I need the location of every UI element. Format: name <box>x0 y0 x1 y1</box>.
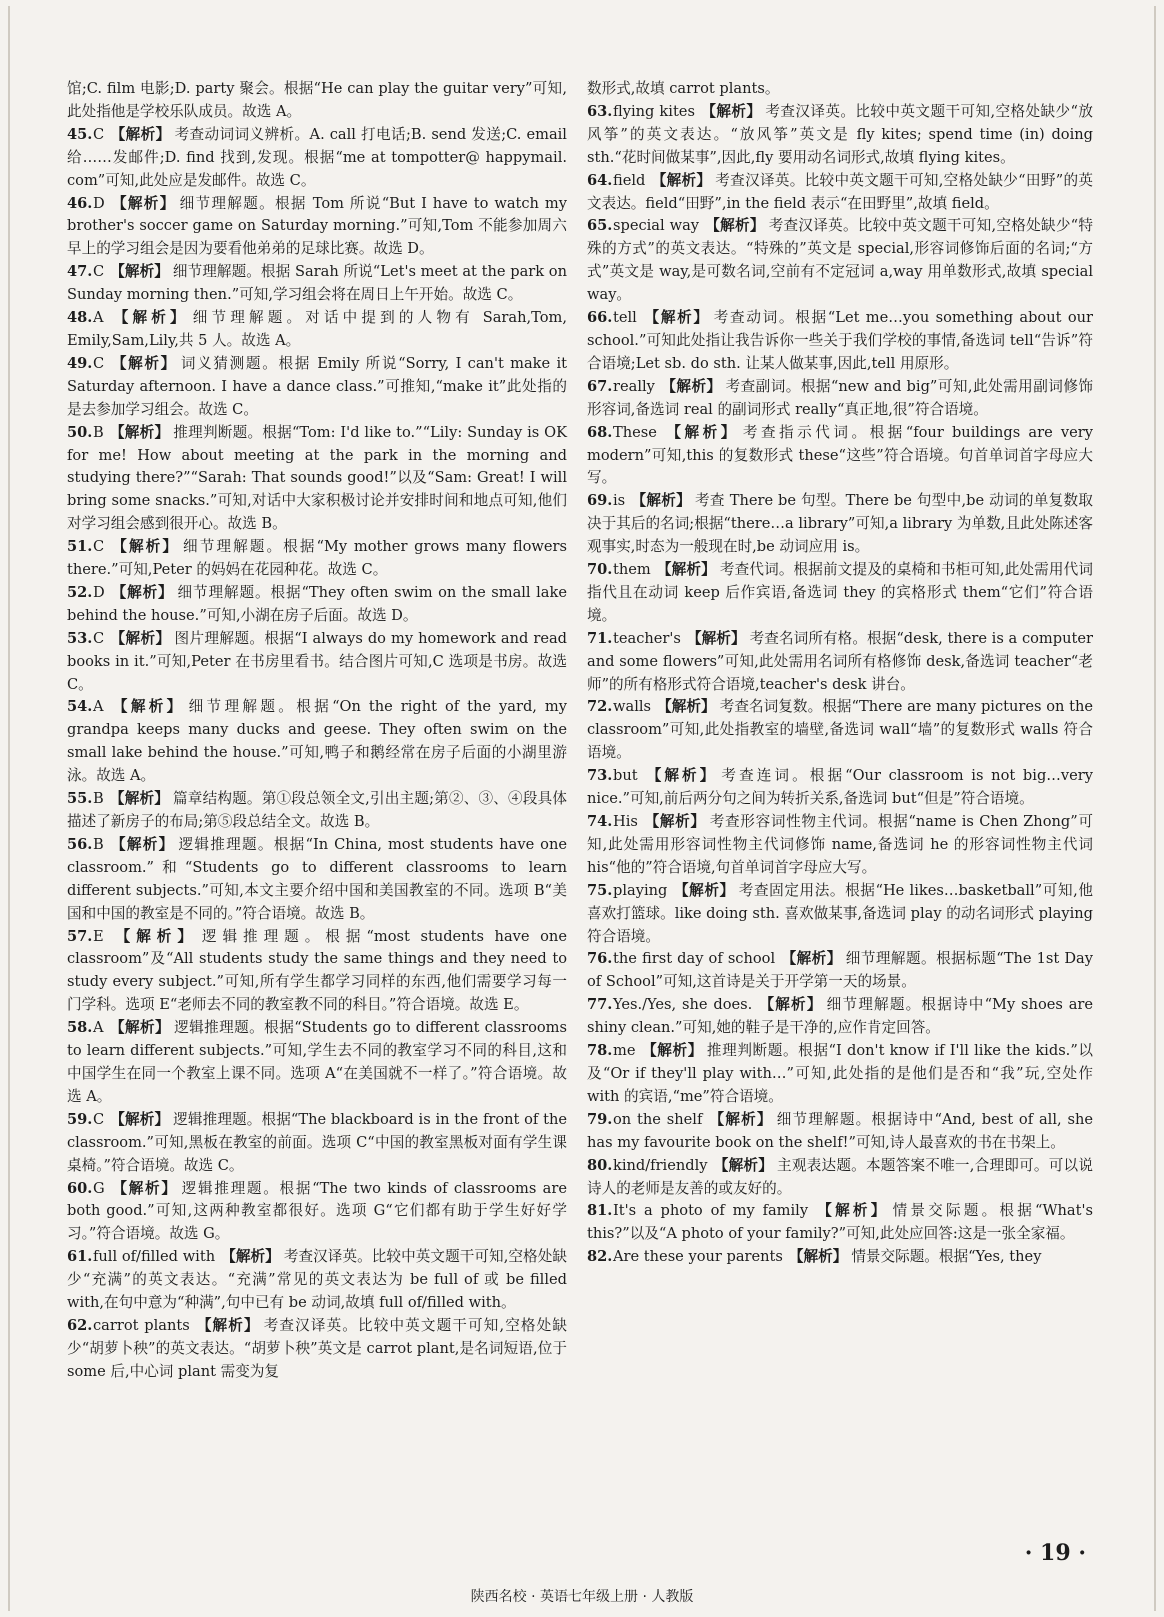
analysis-tag: 【解析】 <box>814 1202 889 1220</box>
answer-key: C <box>93 354 105 372</box>
question-number: 68. <box>587 423 613 441</box>
analysis-tag: 【解析】 <box>758 996 823 1014</box>
analysis-tag: 【解析】 <box>195 1316 260 1334</box>
answer-item <box>587 1246 1093 1269</box>
question-number: 81. <box>587 1202 613 1220</box>
answer-item <box>587 376 1093 422</box>
page-footer: 陕西名校 · 英语七年级上册 · 人教版 <box>470 1589 694 1605</box>
analysis-text: 考查动词词义辨析。A. call 打电话;B. send 发送;C. email 给……发邮件;D. find 找到,发现。根据“me at tompotter@ happymail. com”可知,此处应是发邮件。故选 C。 <box>67 125 567 189</box>
question-number: 45. <box>67 125 93 143</box>
analysis-text: 考查 There be 句型。There be 句型中,be 动词的单复数取决于其后的名词;根据“there…a library”可知,a library 为单数,且此处陈述客观事实,时态为一般现在时,be 动词应用 is。 <box>587 492 1093 556</box>
question-number: 78. <box>587 1042 613 1060</box>
answer-key: the first day of school <box>613 950 776 968</box>
answer-key: B <box>93 423 104 441</box>
analysis-text: 细节理解题。根据诗中“My shoes are shiny clean.”可知,她的鞋子是干净的,应作肯定回答。 <box>587 996 1094 1037</box>
analysis-text: 细节理解题。根据“On the right of the yard, my grandpa keeps many ducks and geese. They often swim on the small lake behind the house.”可知,鸭子和鹅经常在房子后面的小湖里游泳。故选 A。 <box>67 698 567 785</box>
analysis-text: 情景交际题。根据“What's this?”以及“A photo of your family?”可知,此处应回答:这是一张全家福。 <box>587 1202 1093 1243</box>
question-number: 48. <box>67 309 93 327</box>
analysis-text: 篇章结构题。第①段总领全文,引出主题;第②、③、④段具体描述了新房子的布局;第⑤段总结全文。故选 B。 <box>67 790 567 830</box>
analysis-text: 情景交际题。根据“Yes, they <box>851 1248 1042 1266</box>
answer-item <box>67 582 567 628</box>
answer-item <box>67 261 567 307</box>
answer-item <box>587 559 1093 628</box>
answer-key: but <box>613 767 638 785</box>
answer-key: Are these your parents <box>613 1248 783 1266</box>
answer-item <box>587 696 1093 765</box>
analysis-tag: 【解析】 <box>713 1156 774 1174</box>
question-number: 66. <box>587 309 613 327</box>
answer-key: teacher's <box>613 629 681 647</box>
answer-key: full of/filled with <box>93 1248 216 1266</box>
analysis-tag: 【解析】 <box>673 881 735 899</box>
answer-key: B <box>93 790 104 808</box>
page-number: · 19 · <box>1024 1540 1086 1566</box>
analysis-tag: 【解析】 <box>662 423 739 441</box>
analysis-text: 细节理解题。根据 Tom 所说“But I have to watch my brother's soccer game on Saturday morning.”可知,Tom 不能参加周六早上的学习组会是因为要看他弟弟的足球比赛。故选 D。 <box>67 194 567 258</box>
answer-item <box>587 170 1093 216</box>
analysis-tag: 【解析】 <box>788 1248 848 1266</box>
question-number: 53. <box>67 629 93 647</box>
answer-key: These <box>613 423 657 441</box>
analysis-text: 细节理解题。根据 Sarah 所说“Let's meet at the park on Sunday morning then.”可知,学习组会将在周日上午开始。故选 C。 <box>67 263 567 304</box>
analysis-text: 考查固定用法。根据“He likes…basketball”可知,他喜欢打篮球。like doing sth. 喜欢做某事,备选词 play 的动名词形式 playing 符合语境。 <box>587 881 1093 945</box>
answer-item <box>67 193 567 262</box>
answer-key: D <box>93 194 105 212</box>
question-number: 51. <box>67 538 93 556</box>
left-column <box>67 78 567 1384</box>
analysis-text: 考查连词。根据“Our classroom is not big…very nice.”可知,前后两分句之间为转折关系,备选词 but“但是”符合语境。 <box>587 767 1093 808</box>
analysis-tag: 【解析】 <box>109 309 189 327</box>
answer-item <box>67 788 567 834</box>
analysis-tag: 【解析】 <box>110 1179 178 1197</box>
answer-key: special way <box>613 217 700 235</box>
analysis-tag: 【解析】 <box>642 309 710 327</box>
question-number: 52. <box>67 583 93 601</box>
analysis-tag: 【解析】 <box>110 1110 170 1128</box>
analysis-text: 逻辑推理题。根据“most students have one classroom”及“All students study the same things and they need to study every subject.”可知,所有学生都学习同样的东西,他们需要学习每一门学科。选项 E“老师去不同的教室教不同的科目。”符合语境。故选 E。 <box>67 927 567 1014</box>
analysis-tag: 【解析】 <box>109 835 175 853</box>
question-number: 67. <box>587 377 613 395</box>
analysis-tag: 【解析】 <box>110 194 176 212</box>
answer-key: walls <box>613 698 652 716</box>
question-number: 55. <box>67 790 93 808</box>
answer-item <box>587 811 1093 880</box>
question-number: 56. <box>67 835 93 853</box>
question-number: 72. <box>587 698 613 716</box>
answer-key: tell <box>613 309 637 327</box>
question-number: 58. <box>67 1019 93 1037</box>
question-number: 79. <box>587 1110 613 1128</box>
analysis-text: 细节理解题。对话中提到的人物有 Sarah,Tom, Emily,Sam,Lily,共 5 人。故选 A。 <box>67 309 567 349</box>
answer-item <box>67 1109 567 1178</box>
question-number: 59. <box>67 1110 93 1128</box>
analysis-text: 词义猜测题。根据 Emily 所说“Sorry, I can't make it Saturday afternoon. I have a dance class.”可推知,“make it”此处指的是去参加学习组会。故选 C。 <box>67 354 567 418</box>
analysis-tag: 【解析】 <box>109 790 170 808</box>
analysis-tag: 【解析】 <box>110 583 174 601</box>
analysis-tag: 【解析】 <box>631 492 692 510</box>
answer-key: A <box>93 309 104 327</box>
right-column <box>587 78 1093 1269</box>
analysis-text: 主观表达题。本题答案不唯一,合理即可。可以说诗人的老师是友善的或友好的。 <box>587 1156 1093 1197</box>
answer-item <box>67 1017 567 1109</box>
answer-item <box>67 1178 567 1247</box>
question-number: 71. <box>587 629 613 647</box>
answer-item <box>67 353 567 422</box>
question-number: 62. <box>67 1316 93 1334</box>
answer-item <box>67 536 567 582</box>
question-number: 47. <box>67 263 93 281</box>
answer-key: B <box>93 835 104 853</box>
analysis-tag: 【解析】 <box>686 629 746 647</box>
answer-item <box>67 124 567 193</box>
question-number: 60. <box>67 1179 93 1197</box>
analysis-text: 考查汉译英。比较中英文题干可知,空格处缺少“胡萝卜秧”的英文表达。“胡萝卜秧”英文是 carrot plant,是名词短语,位于 some 后,中心词 plant 需变为复 <box>67 1316 567 1380</box>
question-number: 75. <box>587 881 613 899</box>
analysis-text: 考查动词。根据“Let me…you something about our school.”可知此处指让我告诉你一些关于我们学校的事情,备选词 tell“告诉”符合语境;Let sb. do sth. 让某人做某事,因此,tell 用原形。 <box>587 309 1093 372</box>
answer-key: is <box>613 492 626 510</box>
analysis-text: 细节理解题。根据标题“The 1st Day of School”可知,这首诗是关于开学第一天的场景。 <box>587 950 1093 991</box>
answer-key: carrot plants <box>93 1316 190 1334</box>
analysis-tag: 【解析】 <box>110 538 180 556</box>
answer-key: Yes./Yes, she does. <box>613 996 753 1014</box>
answer-item <box>587 994 1093 1040</box>
question-number: 73. <box>587 767 613 785</box>
answer-key: on the shelf <box>613 1110 703 1128</box>
analysis-tag: 【解析】 <box>109 698 185 716</box>
analysis-tag: 【解析】 <box>109 927 198 945</box>
answer-item <box>587 628 1093 697</box>
answer-key: C <box>93 125 105 143</box>
analysis-tag: 【解析】 <box>651 171 712 189</box>
analysis-text: 细节理解题。根据“They often swim on the small lake behind the house.”可知,小湖在房子后面。故选 D。 <box>67 583 567 624</box>
answer-key: really <box>613 377 655 395</box>
answer-key: G <box>93 1179 105 1197</box>
continued-text: 数形式,故填 carrot plants。 <box>587 80 780 97</box>
question-number: 82. <box>587 1248 613 1266</box>
analysis-tag: 【解析】 <box>110 125 171 143</box>
question-number: 50. <box>67 423 93 441</box>
analysis-text: 细节理解题。根据诗中“And, best of all, she has my favourite book on the shelf!”可知,诗人最喜欢的书在书架上。 <box>587 1110 1093 1151</box>
answer-item <box>587 422 1093 491</box>
answer-key: His <box>613 813 638 830</box>
question-number: 80. <box>587 1156 613 1174</box>
analysis-tag: 【解析】 <box>109 423 170 441</box>
analysis-tag: 【解析】 <box>641 1042 703 1060</box>
question-number: 77. <box>587 996 613 1014</box>
analysis-text: 考查指示代词。根据“four buildings are very modern”可知,this 的复数形式 these“这些”符合语境。句首单词首字母应大写。 <box>587 423 1093 487</box>
question-number: 74. <box>587 813 613 830</box>
answer-item <box>587 490 1093 559</box>
answer-item <box>587 1109 1093 1155</box>
analysis-text: 考查形容词性物主代词。根据“name is Chen Zhong”可知,此处需用形容词性物主代词修饰 name,备选词 he 的形容词性物主代词 his“他的”符合语境,句首单词首字母应大写。 <box>587 813 1093 876</box>
answer-item <box>67 834 567 926</box>
answer-key: them <box>613 561 651 579</box>
question-number: 49. <box>67 354 93 372</box>
analysis-tag: 【解析】 <box>660 377 722 395</box>
analysis-tag: 【解析】 <box>109 1019 171 1037</box>
question-number: 54. <box>67 698 93 716</box>
answer-item <box>587 101 1093 170</box>
answer-key: kind/friendly <box>613 1156 708 1174</box>
analysis-text: 考查汉译英。比较中英文题干可知,空格处缺少“田野”的英文表达。field“田野”,in the field 表示“在田野里”,故填 field。 <box>587 171 1093 212</box>
analysis-tag: 【解析】 <box>700 102 762 120</box>
analysis-text: 逻辑推理题。根据“The two kinds of classrooms are both good.”可知,这两种教室都很好。选项 G“它们都有助于学生好好学习。”符合语境。故选 G。 <box>67 1179 567 1243</box>
answer-item <box>587 948 1093 994</box>
answer-item <box>587 307 1093 376</box>
question-number: 65. <box>587 217 613 235</box>
answer-item <box>67 307 567 353</box>
analysis-text: 逻辑推理题。根据“In China, most students have one classroom.”和“Students go to different classrooms to learn different subjects.”可知,本文主要介绍中国和美国教室的不同。选项 B“美国和中国的教室是不同的。”符合语境。故选 B。 <box>67 835 567 922</box>
analysis-tag: 【解析】 <box>708 1110 773 1128</box>
answer-item <box>67 1246 567 1315</box>
answer-item <box>67 628 567 697</box>
answer-key: field <box>613 171 646 189</box>
answer-item <box>67 696 567 788</box>
analysis-tag: 【解析】 <box>656 561 716 579</box>
analysis-tag: 【解析】 <box>643 813 706 830</box>
analysis-tag: 【解析】 <box>657 698 716 716</box>
answer-item <box>587 1155 1093 1201</box>
question-number: 61. <box>67 1248 93 1266</box>
question-number: 46. <box>67 194 93 212</box>
analysis-text: 逻辑推理题。根据“Students go to different classrooms to learn different subjects.”可知,学生去不同的教室学习不同的科目,这和中国学生在同一个教室上课不同。选项 A“在美国就不一样了。”符合语境。故选 A。 <box>67 1019 567 1105</box>
answer-key: C <box>93 263 105 281</box>
analysis-text: 考查汉译英。比较中英文题干可知,空格处缺少“特殊的方式”的英文表达。“特殊的”英文是 special,形容词修饰后面的名词;“方式”英文是 way,是可数名词,空前有不定冠词 a,way 用单数形式,故填 special way。 <box>587 217 1093 304</box>
analysis-tag: 【解析】 <box>781 950 842 968</box>
answer-item <box>67 926 567 1018</box>
analysis-text: 逻辑推理题。根据“The blackboard is in the front of the classroom.”可知,黑板在教室的前面。选项 C“中国的教室黑板对面有学生课桌椅。”符合语境。故选 C。 <box>67 1110 567 1174</box>
question-number: 69. <box>587 492 613 510</box>
analysis-tag: 【解析】 <box>705 217 765 235</box>
analysis-text: 考查名词复数。根据“There are many pictures on the classroom”可知,此处指教室的墙壁,备选词 wall“墙”的复数形式 walls 符合语境。 <box>587 698 1093 762</box>
answer-key: E <box>93 927 104 945</box>
answer-item <box>67 1315 567 1384</box>
question-number: 70. <box>587 561 613 579</box>
answer-key: It's a photo of my family <box>613 1202 809 1220</box>
analysis-tag: 【解析】 <box>221 1248 280 1266</box>
question-number: 63. <box>587 102 613 120</box>
analysis-text: 图片理解题。根据“I always do my homework and read books in it.”可知,Peter 在书房里看书。结合图片可知,C 选项是书房。故选 C。 <box>67 629 567 693</box>
answer-key: me <box>613 1042 636 1060</box>
answer-key: A <box>93 1019 104 1037</box>
answer-item <box>587 765 1093 811</box>
analysis-text: 考查代词。根据前文提及的桌椅和书柜可知,此处需用代词指代且在动词 keep 后作宾语,备选词 they 的宾格形式 them“它们”符合语境。 <box>587 561 1093 624</box>
question-number: 64. <box>587 171 613 189</box>
analysis-tag: 【解析】 <box>110 629 171 647</box>
answer-key: C <box>93 538 105 556</box>
analysis-text: 考查汉译英。比较中英文题干可知,空格处缺少“放风筝”的英文表达。“放风筝”英文是 fly kites; spend time (in) doing sth.“花时间做某事”,因此,fly 要用动名词形式,故填 flying kites。 <box>587 102 1093 166</box>
analysis-text: 推理判断题。根据“Tom: I'd like to.”“Lily: Sunday is OK for me! How about meeting at the park in the morning and studying there?”“Sarah: That sounds good!”以及“Sam: Great! I will bring some snacks.”可知,对话中大家积极讨论并安排时间和地点可知,他们对学习组会感到很开心。故选 B。 <box>67 423 567 533</box>
answer-key: flying kites <box>613 102 695 120</box>
answer-key: C <box>93 629 105 647</box>
answer-key: C <box>93 1110 105 1128</box>
question-number: 57. <box>67 927 93 945</box>
answer-key: A <box>93 698 104 716</box>
question-number: 76. <box>587 950 613 968</box>
analysis-text: 推理判断题。根据“I don't know if I'll like the kids.”以及“Or if they'll play with…”可知,此处指的是他们是否和“我”玩,空处作 with 的宾语,“me”符合语境。 <box>587 1042 1093 1105</box>
answer-item <box>587 1200 1093 1246</box>
answer-item <box>587 215 1093 307</box>
analysis-tag: 【解析】 <box>110 263 169 281</box>
analysis-text: 考查名词所有格。根据“desk, there is a computer and some flowers”可知,此处需用名词所有格修饰 desk,备选词 teacher“老师”的所有格形式符合语境,teacher's desk 讲台。 <box>587 629 1093 693</box>
analysis-text: 细节理解题。根据“My mother grows many flowers there.”可知,Peter 的妈妈在花园种花。故选 C。 <box>67 538 567 579</box>
answer-item <box>587 880 1093 949</box>
analysis-tag: 【解析】 <box>110 354 177 372</box>
continued-text: 馆;C. film 电影;D. party 聚会。根据“He can play the guitar very”可知,此处指他是学校乐队成员。故选 A。 <box>67 80 567 120</box>
analysis-text: 考查副词。根据“new and big”可知,此处需用副词修饰形容词,备选词 real 的副词形式 really“真正地,很”符合语境。 <box>587 377 1093 418</box>
analysis-text: 考查汉译英。比较中英文题干可知,空格处缺少“充满”的英文表达。“充满”常见的英文表达为 be full of 或 be filled with,在句中意为“种满”,句中已有 be 动词,故填 full of/filled with。 <box>67 1248 567 1312</box>
answer-key: playing <box>613 881 668 899</box>
answer-key: D <box>93 583 105 601</box>
answer-item <box>67 422 567 537</box>
answer-item <box>587 1040 1093 1109</box>
analysis-tag: 【解析】 <box>643 767 718 785</box>
